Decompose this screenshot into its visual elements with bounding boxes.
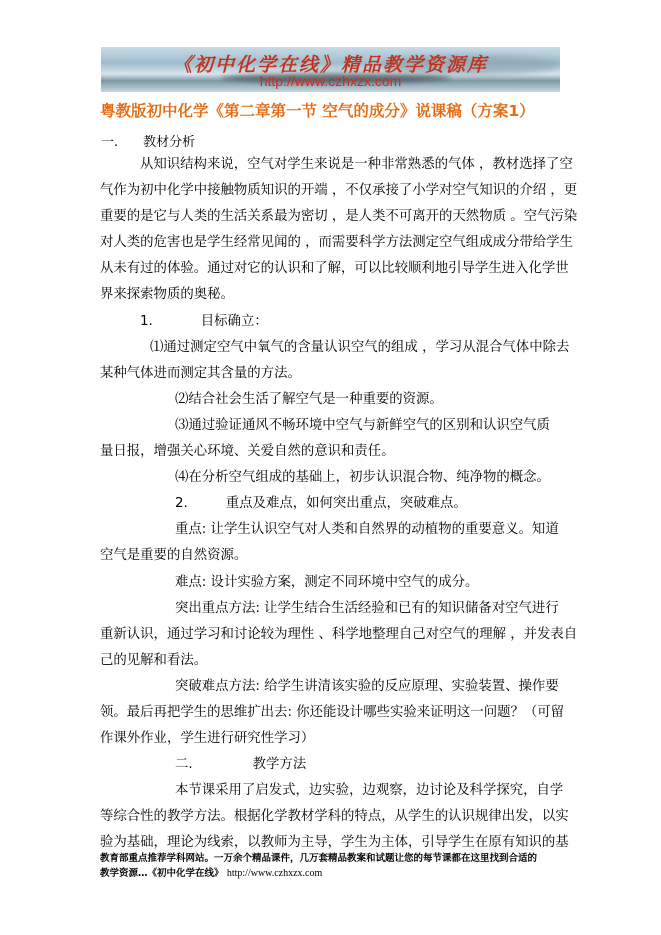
key-line: 重点: 让学生认识空气对人类和自然界的动植物的重要意义。知道	[175, 522, 559, 538]
page-footer	[100, 851, 537, 881]
goal-line: ⑷在分析空气组成的基础上，初步认识混合物、纯净物的概念。	[175, 470, 550, 486]
key-line: 难点: 设计实验方案，测定不同环境中空气的成分。	[175, 574, 479, 590]
footer-url-link[interactable]: http://www.czhxzx.com	[226, 868, 323, 879]
key-label: 重点及难点，如何突出重点，突破难点。	[225, 496, 467, 512]
footer-line-2	[100, 866, 537, 881]
key-line: 突破难点方法: 给学生讲清该实验的反应原理、实验装置、操作要	[175, 678, 559, 694]
footer-line: 教育部重点推荐学科网站。一万余个精品课件，几万套精品教案和试题让您的每节课都在这里找到合适的	[100, 853, 538, 864]
key-line: 作课外作业，学生进行研究性学习）	[100, 731, 315, 747]
paragraph-line: 气作为初中化学中接触物质知识的开端 ，不仅承接了小学对空气知识的介绍 ，更	[100, 183, 578, 199]
method-line: 等综合性的教学方法。根据化学教材学科的特点，从学生的认识规律出发，以实	[100, 809, 569, 825]
section-heading-1	[101, 131, 195, 150]
document-title: 粤教版初中化学《第二章第一节 空气的成分》说课稿（方案1）	[100, 102, 535, 120]
key-line: 领。最后再把学生的思维扩出去: 你还能设计哪些实验来证明这一问题？（可留	[100, 704, 565, 720]
section-label: 教材分析	[143, 135, 196, 150]
key-line: 空气是重要的自然资源。	[100, 548, 248, 564]
paragraph-line: 界来探索物质的奥秘。	[100, 287, 234, 303]
site-banner[interactable]	[101, 47, 560, 92]
key-number: 2.	[175, 496, 188, 512]
section-number: 二.	[175, 757, 193, 773]
goal-label: 目标确立：	[200, 313, 268, 329]
goal-line: 某种气体进而测定其含量的方法。	[100, 365, 301, 381]
goal-line: ⑵结合社会生活了解空气是一种重要的资源。	[175, 391, 443, 407]
paragraph-line: 对人类的危害也是学生经常见闻的 ，而需要科学方法测定空气组成成分带给学生	[100, 235, 573, 251]
goal-number: 1.	[140, 313, 153, 329]
method-line: 验为基础，理论为线索，以教师为主导，学生为主体，引导学生在原有知识的基	[100, 835, 569, 851]
document-body	[100, 152, 578, 857]
goal-line: ⑴通过测定空气中氧气的含量认识空气的组成 ，学习从混合气体中除去	[150, 339, 570, 355]
key-heading	[100, 491, 570, 517]
footer-text: 教学资源…《初中化学在线》	[100, 868, 224, 879]
section-label: 教学方法	[252, 757, 307, 773]
banner-url[interactable]: http://www.czhxzx.com	[259, 73, 402, 89]
key-line: 重新认识，通过学习和讨论较为理性 、科学地整理自己对空气的理解 ，并发表自	[100, 626, 578, 642]
goal-line: 量日报，增强关心环境、关爱自然的意识和责任。	[100, 444, 395, 460]
method-line: 本节课采用了启发式，边实验，边观察，边讨论及科学探究，自学	[175, 783, 564, 799]
section-heading-2	[100, 752, 570, 778]
goal-heading	[100, 309, 570, 335]
paragraph-line: 从未有过的体验。通过对它的认识和了解，可以比较顺利地引导学生进入化学世	[100, 261, 569, 277]
paragraph-line: 从知识结构来说，空气对学生来说是一种非常熟悉的气体 ，教材选择了空	[140, 157, 573, 172]
section-number: 一.	[101, 135, 119, 150]
paragraph-line: 重要的是它与人类的生活关系最为密切 ，是人类不可离开的天然物质 。空气污染	[100, 209, 578, 225]
key-line: 突出重点方法: 让学生结合生活经验和已有的知识储备对空气进行	[175, 600, 559, 616]
key-line: 己的见解和看法。	[100, 652, 208, 668]
banner-title: 《初中化学在线》精品教学资源库	[172, 54, 488, 76]
goal-line: ⑶通过验证通风不畅环境中空气与新鲜空气的区别和认识空气质	[175, 417, 550, 433]
